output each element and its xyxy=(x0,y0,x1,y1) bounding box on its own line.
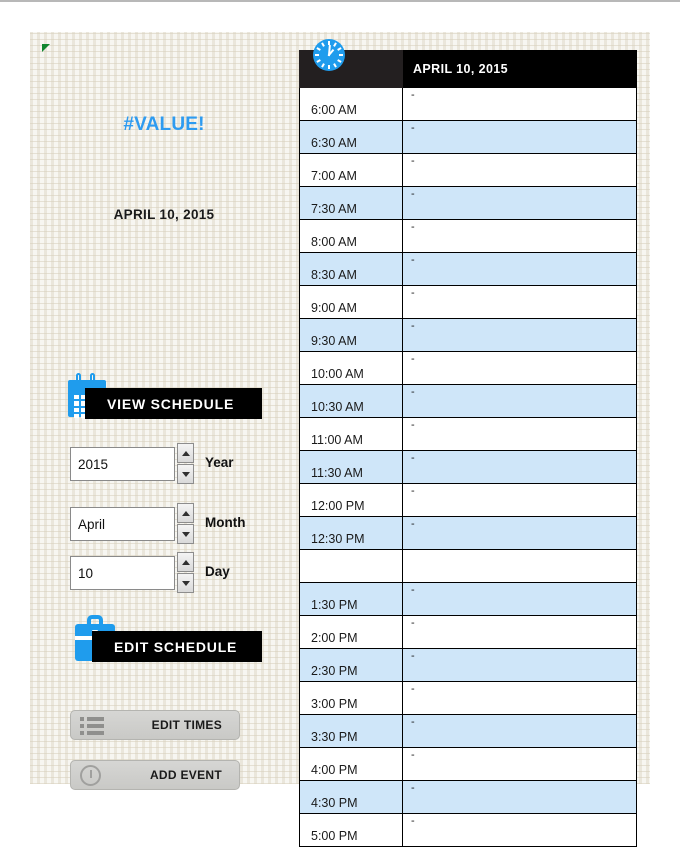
schedule-row xyxy=(300,154,637,187)
schedule-event-cell[interactable]: - xyxy=(403,418,637,451)
year-input[interactable] xyxy=(70,447,175,481)
schedule-row xyxy=(300,616,637,649)
schedule-time-cell[interactable]: 4:00 PM xyxy=(300,748,403,781)
schedule-event-cell[interactable]: - xyxy=(403,253,637,286)
schedule-header-row xyxy=(300,51,637,88)
view-schedule-header: VIEW SCHEDULE xyxy=(85,388,262,419)
schedule-row xyxy=(300,352,637,385)
schedule-time-cell[interactable]: 9:30 AM xyxy=(300,319,403,352)
schedule-row xyxy=(300,418,637,451)
day-label: Day xyxy=(205,564,230,579)
schedule-event-cell[interactable]: - xyxy=(403,352,637,385)
month-spinner-up[interactable] xyxy=(177,503,194,523)
schedule-event-cell[interactable]: - xyxy=(403,220,637,253)
schedule-row xyxy=(300,649,637,682)
schedule-row xyxy=(300,121,637,154)
schedule-time-cell[interactable]: 5:00 PM xyxy=(300,814,403,847)
schedule-time-cell[interactable]: 4:30 PM xyxy=(300,781,403,814)
schedule-event-cell[interactable]: - xyxy=(403,715,637,748)
schedule-event-cell[interactable]: - xyxy=(403,385,637,418)
year-spinner-up[interactable] xyxy=(177,443,194,463)
schedule-event-cell[interactable]: - xyxy=(403,616,637,649)
stopwatch-icon xyxy=(80,765,101,786)
schedule-event-cell[interactable]: - xyxy=(403,781,637,814)
day-spinner[interactable] xyxy=(177,552,194,594)
year-spinner-down[interactable] xyxy=(177,464,194,484)
schedule-row xyxy=(300,385,637,418)
schedule-event-cell[interactable]: - xyxy=(403,319,637,352)
year-label: Year xyxy=(205,455,234,470)
stopwatch-hand xyxy=(90,770,92,778)
month-input[interactable] xyxy=(70,507,175,541)
schedule-time-cell[interactable]: 3:00 PM xyxy=(300,682,403,715)
schedule-event-cell[interactable]: - xyxy=(403,451,637,484)
schedule-event-cell[interactable]: - xyxy=(403,649,637,682)
schedule-row xyxy=(300,187,637,220)
schedule-time-cell[interactable] xyxy=(300,550,403,583)
schedule-event-cell[interactable]: - xyxy=(403,484,637,517)
schedule-time-cell[interactable]: 6:00 AM xyxy=(300,88,403,121)
worksheet-surface xyxy=(30,32,650,843)
schedule-row xyxy=(300,715,637,748)
schedule-event-cell[interactable]: - xyxy=(403,121,637,154)
edit-times-button[interactable] xyxy=(70,710,240,740)
schedule-time-cell[interactable]: 6:30 AM xyxy=(300,121,403,154)
schedule-event-cell[interactable] xyxy=(403,550,637,583)
schedule-row xyxy=(300,319,637,352)
schedule-clock-cell xyxy=(300,51,403,88)
schedule-event-cell[interactable]: - xyxy=(403,748,637,781)
add-event-label: ADD EVENT xyxy=(149,768,222,782)
schedule-body xyxy=(300,88,637,847)
schedule-time-cell[interactable]: 12:30 PM xyxy=(300,517,403,550)
clock-icon xyxy=(313,39,345,71)
schedule-time-cell[interactable]: 10:30 AM xyxy=(300,385,403,418)
schedule-table xyxy=(299,50,637,847)
day-spinner-down[interactable] xyxy=(177,573,194,593)
schedule-time-cell[interactable]: 7:30 AM xyxy=(300,187,403,220)
schedule-time-cell[interactable]: 11:00 AM xyxy=(300,418,403,451)
schedule-time-cell[interactable]: 2:30 PM xyxy=(300,649,403,682)
comment-flag-icon xyxy=(42,44,50,52)
schedule-event-cell[interactable]: - xyxy=(403,814,637,847)
schedule-event-cell[interactable]: - xyxy=(403,517,637,550)
schedule-row xyxy=(300,814,637,847)
month-spinner[interactable] xyxy=(177,503,194,545)
schedule-row xyxy=(300,682,637,715)
schedule-event-cell[interactable]: - xyxy=(403,187,637,220)
schedule-row xyxy=(300,484,637,517)
schedule-row xyxy=(300,517,637,550)
schedule-time-cell[interactable]: 11:30 AM xyxy=(300,451,403,484)
list-icon xyxy=(80,717,104,735)
value-error-text: #VALUE! xyxy=(123,114,205,135)
schedule-row xyxy=(300,583,637,616)
month-label: Month xyxy=(205,515,246,530)
schedule-time-cell[interactable]: 10:00 AM xyxy=(300,352,403,385)
schedule-time-cell[interactable]: 8:30 AM xyxy=(300,253,403,286)
schedule-row xyxy=(300,748,637,781)
schedule-row xyxy=(300,88,637,121)
schedule-event-cell[interactable]: - xyxy=(403,88,637,121)
schedule-time-cell[interactable]: 12:00 PM xyxy=(300,484,403,517)
schedule-event-cell[interactable]: - xyxy=(403,154,637,187)
add-event-button[interactable] xyxy=(70,760,240,790)
schedule-event-cell[interactable]: - xyxy=(403,286,637,319)
schedule-time-cell[interactable]: 7:00 AM xyxy=(300,154,403,187)
schedule-event-cell[interactable]: - xyxy=(403,682,637,715)
year-spinner[interactable] xyxy=(177,443,194,485)
day-input[interactable] xyxy=(70,556,175,590)
selected-date-label: APRIL 10, 2015 xyxy=(113,207,215,222)
day-spinner-up[interactable] xyxy=(177,552,194,572)
month-spinner-down[interactable] xyxy=(177,524,194,544)
page-top-rule xyxy=(0,0,680,2)
schedule-time-cell[interactable]: 2:00 PM xyxy=(300,616,403,649)
schedule-event-cell[interactable]: - xyxy=(403,583,637,616)
schedule-time-cell[interactable]: 3:30 PM xyxy=(300,715,403,748)
edit-schedule-header: EDIT SCHEDULE xyxy=(92,631,262,662)
schedule-row xyxy=(300,253,637,286)
schedule-time-cell[interactable]: 9:00 AM xyxy=(300,286,403,319)
schedule-date-header: APRIL 10, 2015 xyxy=(403,51,637,88)
schedule-row xyxy=(300,781,637,814)
schedule-time-cell[interactable]: 1:30 PM xyxy=(300,583,403,616)
edit-times-label: EDIT TIMES xyxy=(151,718,222,732)
schedule-row xyxy=(300,286,637,319)
schedule-row xyxy=(300,451,637,484)
schedule-row xyxy=(300,550,637,583)
schedule-time-cell[interactable]: 8:00 AM xyxy=(300,220,403,253)
schedule-row xyxy=(300,220,637,253)
